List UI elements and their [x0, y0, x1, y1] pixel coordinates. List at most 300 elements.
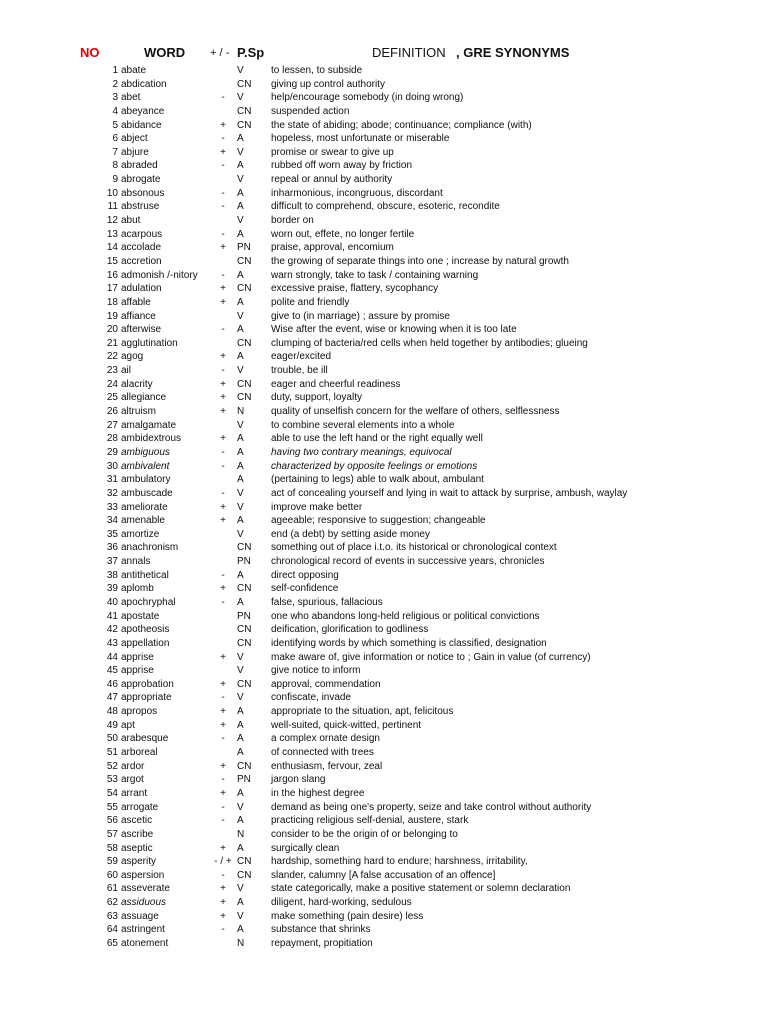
- entry-word: argot: [121, 774, 144, 786]
- entry-sentiment: -: [221, 569, 225, 581]
- table-row: [0, 105, 768, 119]
- entry-part-of-speech: A: [237, 201, 244, 213]
- table-row: [0, 514, 768, 528]
- entry-definition: repayment, propitiation: [271, 938, 373, 949]
- entry-part-of-speech: V: [237, 310, 244, 322]
- entry-word: anachronism: [121, 542, 179, 554]
- entry-word: apprise: [121, 651, 154, 663]
- entry-definition: enthusiasm, fervour, zeal: [271, 760, 383, 772]
- table-row: [0, 337, 768, 351]
- table-row: [0, 269, 768, 283]
- entry-part-of-speech: CN: [237, 678, 252, 690]
- entry-part-of-speech: A: [237, 160, 244, 172]
- entry-sentiment: -: [221, 596, 225, 608]
- entry-definition: having two contrary meanings, equivocal: [271, 446, 452, 458]
- entry-definition: something out of place i.t.o. its historical or chronological context: [271, 542, 557, 554]
- entry-number: 4: [112, 105, 118, 117]
- entry-word: apostate: [121, 610, 160, 622]
- entry-number: 55: [106, 801, 118, 813]
- entry-number: 39: [106, 583, 118, 595]
- table-row: [0, 378, 768, 392]
- entry-part-of-speech: A: [237, 719, 244, 731]
- table-row: [0, 855, 768, 869]
- entry-part-of-speech: PN: [237, 556, 251, 568]
- entry-number: 15: [106, 255, 118, 267]
- entry-word: abidance: [121, 119, 162, 131]
- entry-sentiment: +: [220, 378, 226, 390]
- entry-sentiment: +: [220, 406, 226, 418]
- entry-number: 44: [106, 651, 118, 663]
- entry-definition: give notice to inform: [271, 665, 361, 677]
- entry-word: abraded: [121, 160, 158, 172]
- entry-number: 42: [106, 624, 118, 636]
- entry-part-of-speech: V: [237, 801, 244, 813]
- header-no: NO: [80, 45, 100, 60]
- entry-sentiment: +: [220, 897, 226, 909]
- table-row: [0, 214, 768, 228]
- entry-number: 58: [106, 842, 118, 854]
- entry-sentiment: -: [221, 924, 225, 936]
- entry-number: 20: [106, 324, 118, 336]
- entry-definition: trouble, be ill: [271, 365, 328, 377]
- entry-part-of-speech: V: [237, 365, 244, 377]
- table-row: [0, 528, 768, 542]
- entry-number: 35: [106, 528, 118, 540]
- entry-part-of-speech: A: [237, 924, 244, 936]
- entry-definition: appropriate to the situation, apt, felicitous: [271, 706, 454, 718]
- entry-definition: in the highest degree: [271, 787, 365, 799]
- entry-word: abut: [121, 215, 141, 227]
- header-plus-minus: + / -: [210, 47, 230, 59]
- entry-number: 19: [106, 310, 118, 322]
- entry-definition: demand as being one's property, seize and take control without authority: [271, 801, 592, 813]
- table-row: [0, 651, 768, 665]
- entry-sentiment: +: [220, 351, 226, 363]
- entry-part-of-speech: PN: [237, 774, 251, 786]
- entry-definition: praise, approval, encomium: [271, 242, 394, 254]
- entry-definition: a complex ornate design: [271, 733, 380, 745]
- entry-number: 21: [106, 337, 118, 349]
- table-row: [0, 705, 768, 719]
- entry-part-of-speech: A: [237, 747, 244, 759]
- entry-definition: self-confidence: [271, 583, 339, 595]
- entry-part-of-speech: V: [237, 215, 244, 227]
- table-row: [0, 801, 768, 815]
- entry-number: 56: [106, 815, 118, 827]
- table-row: [0, 637, 768, 651]
- table-row: [0, 937, 768, 951]
- entry-sentiment: -: [221, 187, 225, 199]
- entry-word: afterwise: [121, 324, 162, 336]
- entry-part-of-speech: A: [237, 228, 244, 240]
- table-row: [0, 282, 768, 296]
- entry-sentiment: +: [220, 787, 226, 799]
- entry-sentiment: -: [221, 365, 225, 377]
- entry-definition: (pertaining to legs) able to walk about, ambulant: [271, 474, 484, 486]
- entry-sentiment: -: [221, 487, 225, 499]
- entry-word: arboreal: [121, 747, 158, 759]
- entry-definition: giving up control authority: [271, 78, 385, 90]
- entry-number: 46: [106, 678, 118, 690]
- entry-definition: well-suited, quick-witted, pertinent: [271, 719, 422, 731]
- entry-definition: to combine several elements into a whole: [271, 419, 455, 431]
- entry-definition: eager and cheerful readiness: [271, 378, 401, 390]
- entry-definition: help/encourage somebody (in doing wrong): [271, 92, 464, 104]
- entry-number: 6: [112, 133, 118, 145]
- entry-definition: Wise after the event, wise or knowing when it is too late: [271, 324, 517, 336]
- entry-definition: jargon slang: [271, 774, 326, 786]
- table-row: [0, 473, 768, 487]
- entry-number: 31: [106, 474, 118, 486]
- entry-word: asseverate: [121, 883, 170, 895]
- entry-number: 64: [106, 924, 118, 936]
- table-row: [0, 582, 768, 596]
- entry-word: arrant: [121, 787, 148, 799]
- entry-definition: end (a debt) by setting aside money: [271, 528, 430, 540]
- entry-number: 54: [106, 787, 118, 799]
- entry-word: affable: [121, 296, 151, 308]
- entry-word: amenable: [121, 515, 165, 527]
- table-row: [0, 405, 768, 419]
- entry-definition: make something (pain desire) less: [271, 910, 424, 922]
- entry-definition: polite and friendly: [271, 296, 350, 308]
- entry-word: acarpous: [121, 228, 163, 240]
- entry-sentiment: +: [220, 842, 226, 854]
- entry-definition: state categorically, make a positive statement or solemn declaration: [271, 883, 571, 895]
- table-row: [0, 787, 768, 801]
- entry-word: ambiguous: [121, 446, 170, 458]
- entry-definition: chronological record of events in successive years, chronicles: [271, 556, 545, 568]
- entry-definition: improve make better: [271, 501, 363, 513]
- entry-part-of-speech: CN: [237, 378, 252, 390]
- entry-definition: suspended action: [271, 105, 350, 117]
- entry-number: 59: [106, 856, 118, 868]
- table-row: [0, 732, 768, 746]
- entry-number: 47: [106, 692, 118, 704]
- entry-part-of-speech: CN: [237, 637, 252, 649]
- entry-sentiment: -: [221, 815, 225, 827]
- entry-number: 40: [106, 596, 118, 608]
- entry-part-of-speech: CN: [237, 255, 252, 267]
- entry-part-of-speech: CN: [237, 542, 252, 554]
- header-gre-synonyms: , GRE SYNONYMS: [456, 45, 570, 60]
- table-row: [0, 828, 768, 842]
- entry-word: ambivalent: [121, 460, 170, 472]
- entry-word: appropriate: [121, 692, 172, 704]
- entry-part-of-speech: N: [237, 938, 245, 949]
- table-row: [0, 691, 768, 705]
- entry-sentiment: +: [220, 706, 226, 718]
- entry-number: 32: [106, 487, 118, 499]
- table-row: [0, 746, 768, 760]
- entry-definition: eager/excited: [271, 351, 332, 363]
- table-row: [0, 664, 768, 678]
- entry-definition: direct opposing: [271, 569, 339, 581]
- table-row: [0, 200, 768, 214]
- entry-word: ascetic: [121, 815, 153, 827]
- table-row: [0, 173, 768, 187]
- entry-number: 3: [112, 92, 118, 104]
- entry-part-of-speech: PN: [237, 242, 251, 254]
- entry-word: abdication: [121, 78, 167, 90]
- table-row: [0, 91, 768, 105]
- entry-part-of-speech: A: [237, 460, 244, 472]
- entry-part-of-speech: A: [237, 897, 244, 909]
- entry-word: annals: [121, 556, 151, 568]
- entry-sentiment: -: [221, 774, 225, 786]
- table-row: [0, 596, 768, 610]
- entry-part-of-speech: A: [237, 842, 244, 854]
- entry-word: arrogate: [121, 801, 159, 813]
- entry-sentiment: -: [221, 160, 225, 172]
- entry-definition: promise or swear to give up: [271, 146, 394, 158]
- table-row: [0, 391, 768, 405]
- table-row: [0, 432, 768, 446]
- entry-definition: approval, commendation: [271, 678, 381, 690]
- entry-sentiment: -: [221, 133, 225, 145]
- entry-sentiment: +: [220, 910, 226, 922]
- entry-word: abjure: [121, 146, 149, 158]
- entry-number: 5: [112, 119, 118, 131]
- entry-part-of-speech: CN: [237, 869, 252, 881]
- entry-word: assuage: [121, 910, 159, 922]
- entry-sentiment: +: [220, 146, 226, 158]
- entry-part-of-speech: PN: [237, 610, 251, 622]
- entry-number: 38: [106, 569, 118, 581]
- entry-word: abeyance: [121, 105, 165, 117]
- entry-number: 43: [106, 637, 118, 649]
- entry-number: 65: [106, 938, 118, 949]
- entry-word: aseptic: [121, 842, 153, 854]
- entry-definition: warn strongly, take to task / containing warning: [271, 269, 479, 281]
- entry-number: 49: [106, 719, 118, 731]
- table-row: [0, 501, 768, 515]
- entry-word: accolade: [121, 242, 162, 254]
- entry-word: alacrity: [121, 378, 153, 390]
- entry-part-of-speech: CN: [237, 392, 252, 404]
- table-row: [0, 814, 768, 828]
- entry-word: astringent: [121, 924, 165, 936]
- entry-part-of-speech: V: [237, 92, 244, 104]
- entry-word: abet: [121, 92, 141, 104]
- entry-word: affiance: [121, 310, 156, 322]
- table-row: [0, 678, 768, 692]
- entry-number: 51: [106, 747, 118, 759]
- entry-part-of-speech: CN: [237, 337, 252, 349]
- table-row: [0, 296, 768, 310]
- entry-word: apotheosis: [121, 624, 170, 636]
- entry-sentiment: +: [220, 515, 226, 527]
- entry-sentiment: -: [221, 446, 225, 458]
- header-definition: DEFINITION: [372, 45, 446, 60]
- table-row: [0, 78, 768, 92]
- entry-number: 27: [106, 419, 118, 431]
- entry-number: 52: [106, 760, 118, 772]
- entry-definition: act of concealing yourself and lying in wait to attack by surprise, ambush, waylay: [271, 487, 628, 499]
- entry-word: aspersion: [121, 869, 165, 881]
- entry-number: 37: [106, 556, 118, 568]
- entry-number: 10: [106, 187, 118, 199]
- entry-part-of-speech: A: [237, 474, 244, 486]
- entry-definition: duty, support, loyalty: [271, 392, 362, 404]
- entry-sentiment: -: [221, 801, 225, 813]
- entry-number: 50: [106, 733, 118, 745]
- entry-definition: false, spurious, fallacious: [271, 596, 383, 608]
- entry-part-of-speech: A: [237, 351, 244, 363]
- entry-definition: diligent, hard-working, sedulous: [271, 897, 412, 909]
- entry-sentiment: +: [220, 296, 226, 308]
- entry-part-of-speech: V: [237, 692, 244, 704]
- entry-number: 7: [112, 146, 118, 158]
- entry-definition: practicing religious self-denial, austere, stark: [271, 815, 469, 827]
- entry-part-of-speech: A: [237, 733, 244, 745]
- entry-number: 1: [112, 65, 118, 76]
- entry-part-of-speech: CN: [237, 119, 252, 131]
- entry-number: 17: [106, 283, 118, 295]
- entry-sentiment: -: [221, 692, 225, 704]
- entry-word: adulation: [121, 283, 162, 295]
- table-row: [0, 719, 768, 733]
- entry-word: apprise: [121, 665, 154, 677]
- header-part-of-speech: P.Sp: [237, 45, 265, 60]
- entry-sentiment: - / +: [214, 856, 232, 868]
- entry-definition: worn out, effete, no longer fertile: [271, 228, 415, 240]
- entry-sentiment: +: [220, 119, 226, 131]
- entry-part-of-speech: A: [237, 296, 244, 308]
- entry-word: agglutination: [121, 337, 178, 349]
- table-row: [0, 569, 768, 583]
- entry-definition: able to use the left hand or the right equally well: [271, 433, 483, 445]
- entry-part-of-speech: CN: [237, 583, 252, 595]
- entry-sentiment: -: [221, 201, 225, 213]
- entry-word: abrogate: [121, 174, 161, 186]
- entry-number: 30: [106, 460, 118, 472]
- entry-part-of-speech: V: [237, 883, 244, 895]
- entry-part-of-speech: A: [237, 515, 244, 527]
- entry-sentiment: +: [220, 651, 226, 663]
- entry-definition: surgically clean: [271, 842, 340, 854]
- entry-part-of-speech: CN: [237, 283, 252, 295]
- entry-sentiment: +: [220, 583, 226, 595]
- entry-word: agog: [121, 351, 144, 363]
- entry-number: 63: [106, 910, 118, 922]
- table-row: [0, 228, 768, 242]
- entry-sentiment: +: [220, 883, 226, 895]
- entry-number: 2: [112, 78, 118, 90]
- table-row: [0, 623, 768, 637]
- entry-number: 48: [106, 706, 118, 718]
- entry-word: absonous: [121, 187, 165, 199]
- entry-number: 29: [106, 446, 118, 458]
- entry-number: 61: [106, 883, 118, 895]
- entry-part-of-speech: CN: [237, 105, 252, 117]
- entry-word: ameliorate: [121, 501, 168, 513]
- entry-definition: inharmonious, incongruous, discordant: [271, 187, 443, 199]
- entry-number: 25: [106, 392, 118, 404]
- entry-part-of-speech: A: [237, 446, 244, 458]
- entry-word: ambulatory: [121, 474, 171, 486]
- entry-number: 9: [112, 174, 118, 186]
- entry-definition: slander, calumny [A false accusation of an offence]: [271, 869, 496, 881]
- entry-part-of-speech: N: [237, 406, 245, 418]
- entry-definition: hardship, something hard to endure; harshness, irritability,: [271, 856, 528, 868]
- entry-sentiment: -: [221, 228, 225, 240]
- entry-definition: one who abandons long-held religious or political convictions: [271, 610, 540, 622]
- entry-sentiment: -: [221, 733, 225, 745]
- vocabulary-table: [0, 64, 768, 951]
- entry-part-of-speech: A: [237, 815, 244, 827]
- entry-part-of-speech: A: [237, 569, 244, 581]
- entry-definition: identifying words by which something is classified, designation: [271, 637, 547, 649]
- entry-word: apt: [121, 719, 135, 731]
- table-row: [0, 241, 768, 255]
- entry-part-of-speech: A: [237, 706, 244, 718]
- table-header: [0, 44, 768, 64]
- entry-word: amortize: [121, 528, 160, 540]
- table-row: [0, 446, 768, 460]
- entry-definition: ageeable; responsive to suggestion; changeable: [271, 515, 486, 527]
- entry-sentiment: -: [221, 869, 225, 881]
- entry-number: 14: [106, 242, 118, 254]
- entry-part-of-speech: V: [237, 651, 244, 663]
- entry-definition: quality of unselfish concern for the welfare of others, selflessness: [271, 406, 560, 418]
- table-row: [0, 541, 768, 555]
- entry-part-of-speech: CN: [237, 624, 252, 636]
- entry-sentiment: -: [221, 92, 225, 104]
- entry-number: 11: [107, 201, 118, 213]
- entry-word: admonish /-nitory: [121, 269, 198, 281]
- entry-part-of-speech: A: [237, 596, 244, 608]
- entry-definition: border on: [271, 215, 314, 227]
- table-row: [0, 419, 768, 433]
- entry-number: 53: [106, 774, 118, 786]
- table-row: [0, 923, 768, 937]
- table-row: [0, 187, 768, 201]
- table-row: [0, 882, 768, 896]
- entry-word: ambidextrous: [121, 433, 182, 445]
- table-row: [0, 555, 768, 569]
- entry-number: 41: [106, 610, 118, 622]
- entry-word: ambuscade: [121, 487, 173, 499]
- entry-word: abate: [121, 65, 147, 76]
- entry-part-of-speech: CN: [237, 856, 252, 868]
- entry-word: amalgamate: [121, 419, 177, 431]
- table-row: [0, 910, 768, 924]
- entry-number: 26: [106, 406, 118, 418]
- entry-word: assiduous: [121, 897, 167, 909]
- entry-definition: hopeless, most unfortunate or miserable: [271, 133, 450, 145]
- entry-number: 24: [106, 378, 118, 390]
- entry-definition: repeal or annul by authority: [271, 174, 393, 186]
- entry-part-of-speech: A: [237, 187, 244, 199]
- entry-number: 33: [106, 501, 118, 513]
- entry-sentiment: +: [220, 242, 226, 254]
- entry-sentiment: -: [221, 269, 225, 281]
- entry-definition: make aware of, give information or notice to ; Gain in value (of currency): [271, 651, 591, 663]
- entry-word: asperity: [121, 856, 157, 868]
- entry-number: 60: [106, 869, 118, 881]
- entry-word: abject: [121, 133, 148, 145]
- entry-definition: give to (in marriage) ; assure by promise: [271, 310, 450, 322]
- entry-part-of-speech: V: [237, 665, 244, 677]
- entry-sentiment: +: [220, 433, 226, 445]
- table-row: [0, 146, 768, 160]
- table-row: [0, 896, 768, 910]
- entry-word: approbation: [121, 678, 174, 690]
- entry-part-of-speech: A: [237, 787, 244, 799]
- entry-part-of-speech: CN: [237, 760, 252, 772]
- entry-word: apropos: [121, 706, 158, 718]
